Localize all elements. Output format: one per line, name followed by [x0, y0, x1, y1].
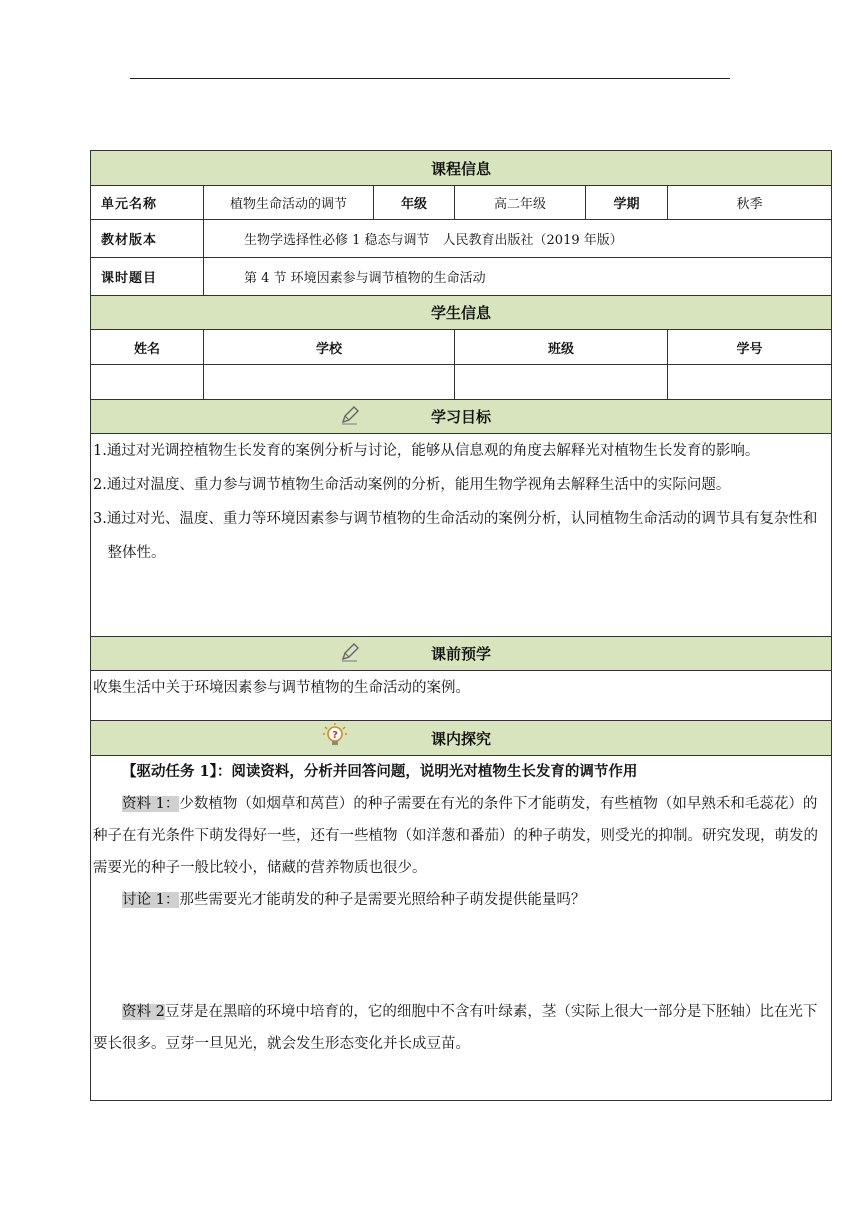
term-value: 秋季: [736, 197, 763, 212]
course-info-title: 课程信息: [91, 151, 831, 185]
explore-title: 课内探究: [430, 729, 491, 748]
objectives-list: [91, 434, 831, 636]
objectives-body: [91, 434, 831, 637]
material-2-tag: 资料 2: [122, 1004, 165, 1020]
objectives-header: [91, 400, 831, 434]
unit-label: 单元名称: [91, 186, 204, 219]
course-info-header: [91, 151, 831, 186]
task-heading: 【驱动任务 1】：阅读资料，分析并回答问题，说明光对植物生长发育的调节作用: [122, 763, 638, 780]
objectives-band: [91, 400, 831, 433]
grade-value: 高二年级: [455, 186, 586, 219]
objective-item: 3.通过对光、温度、重力等环境因素参与调节植物的生命活动的案例分析，认同植物生命活动的调节具有复杂性和整体性。: [93, 511, 818, 561]
objective-item: 1.通过对光调控植物生长发育的案例分析与讨论，能够从信息观的角度去解释光对植物生长发育的影响。: [93, 443, 760, 459]
school-label: 学校: [204, 330, 455, 364]
student-info-labels: [91, 330, 831, 365]
discussion-1-tag: 讨论 1：: [122, 892, 180, 908]
pencil-icon: [339, 404, 361, 430]
explore-body: [91, 756, 831, 1100]
textbook-value: 生物学选择性必修 1 稳态与调节 人民教育出版社（2019 年版）: [244, 233, 623, 248]
objective-item: 2.通过对温度、重力参与调节植物生命活动案例的分析，能用生物学视角去解释生活中的实际问题。: [93, 477, 731, 493]
student-info-header: [91, 296, 831, 330]
topic-value: 第 4 节 环境因素参与调节植物的生命活动: [244, 271, 486, 286]
course-info-row-unit: [91, 186, 831, 220]
name-field[interactable]: [91, 365, 204, 399]
discussion-1-answer-space[interactable]: [93, 916, 827, 996]
svg-text:?: ?: [332, 730, 338, 741]
material-1-tag: 资料 1：: [122, 796, 180, 812]
discussion-1-text: 那些需要光才能萌发的种子是需要光照给种子萌发提供能量吗？: [179, 892, 586, 908]
school-field[interactable]: [204, 365, 455, 399]
preview-body: [91, 671, 831, 721]
objectives-title: 学习目标: [430, 408, 491, 426]
unit-value: 植物生命活动的调节: [204, 186, 374, 219]
pencil-icon: [339, 641, 361, 667]
id-field[interactable]: [668, 365, 831, 399]
preview-title: 课前预学: [430, 645, 491, 663]
class-label: 班级: [455, 330, 668, 364]
header-rule: [130, 78, 730, 79]
lesson-plan-table: [90, 150, 832, 1101]
student-info-inputs: [91, 365, 831, 400]
term-label: 学期: [586, 186, 668, 219]
material-2-text: 豆芽是在黑暗的环境中培育的，它的细胞中不含有叶绿素，茎（实际上很大一部分是下胚轴）比在光下要长很多。豆芽一旦见光，就会发生形态变化并长成豆苗。: [93, 1004, 818, 1052]
explore-header: [91, 721, 831, 756]
explore-content: [91, 756, 831, 1100]
topic-label: 课时题目: [91, 258, 204, 295]
id-label: 学号: [736, 341, 763, 357]
lightbulb-question-icon: [321, 722, 349, 754]
material-1: [93, 788, 827, 884]
explore-band: [91, 721, 831, 755]
preview-header: [91, 637, 831, 671]
student-info-title: 学生信息: [91, 296, 831, 329]
preview-text: 收集生活中关于环境因素参与调节植物的生命活动的案例。: [93, 680, 470, 696]
material-1-text: 少数植物（如烟草和莴苣）的种子需要在有光的条件下才能萌发，有些植物（如早熟禾和毛蕊花）的种子在有光条件下萌发得好一些，还有一些植物（如洋葱和番茄）的种子萌发，则受光的抑制。研究发现，萌发的需要光的种子一般比较小，储藏的营养物质也很少。: [93, 796, 818, 876]
preview-band: [91, 637, 831, 670]
class-field[interactable]: [455, 365, 668, 399]
course-info-row-textbook: [91, 220, 831, 258]
course-info-row-topic: [91, 258, 831, 296]
grade-label: 年级: [374, 186, 455, 219]
material-2: [93, 996, 827, 1060]
discussion-1: [93, 884, 827, 916]
textbook-label: 教材版本: [91, 220, 204, 257]
name-label: 姓名: [91, 330, 204, 364]
